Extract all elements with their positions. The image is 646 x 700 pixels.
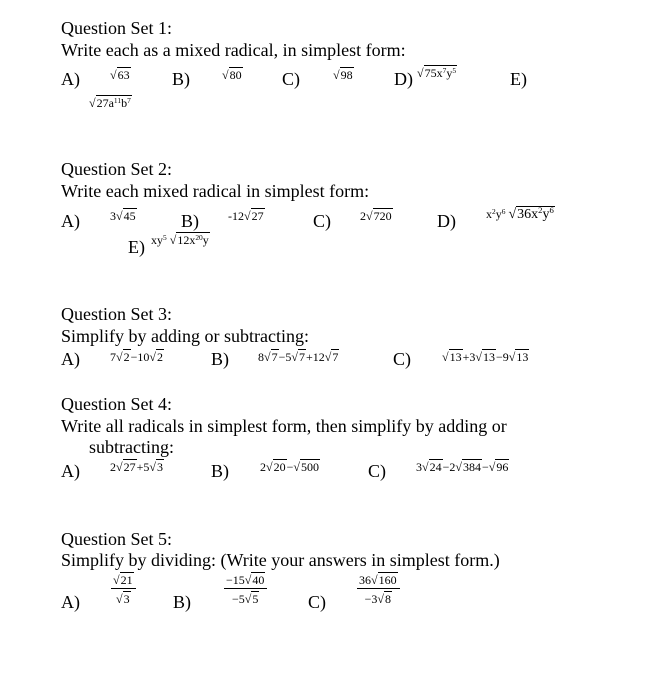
set1-e-expression (89, 95, 132, 110)
radical (149, 349, 164, 364)
radical (293, 459, 320, 474)
radical (113, 572, 134, 587)
set4-heading: Question Set 4: (61, 394, 172, 414)
radicand: 96 (496, 460, 509, 474)
radical-sign: √ (89, 96, 96, 110)
radicand: 98 (340, 68, 353, 82)
radical-sign: √ (291, 350, 298, 364)
radicand: 2 (156, 350, 163, 364)
radical-sign: √ (244, 573, 252, 587)
set3-b-label: B) (211, 349, 229, 369)
set1-d-expression (417, 65, 457, 80)
radical (291, 349, 306, 364)
set3-a-label: A) (61, 349, 80, 369)
set5-a-label: A) (61, 592, 80, 612)
radical-sign: √ (116, 209, 123, 223)
radical (245, 591, 260, 606)
set3-b-expression: 8√7−5√7+12√7 (258, 350, 339, 364)
radicand: 40 (252, 573, 265, 587)
radical-sign: √ (116, 591, 123, 606)
radical-sign: √ (244, 591, 252, 606)
radicand: 13 (482, 350, 495, 364)
radical-sign: √ (422, 460, 429, 474)
radicand: 80 (229, 68, 242, 82)
radicand: 20 (273, 460, 286, 474)
radical-sign: √ (366, 209, 373, 223)
radicand: 8 (384, 591, 391, 606)
set2-c-label: C) (313, 211, 331, 231)
radical (489, 459, 510, 474)
radical (475, 349, 496, 364)
radical-sign: √ (116, 460, 123, 474)
set1-a-label: A) (61, 69, 80, 89)
set4-c-expression: 3√24−2√384−√96 (416, 460, 509, 474)
set3-c-expression: √13+3√13−9√13 (442, 350, 529, 364)
radicand: 27 (251, 209, 264, 223)
radical-sign: √ (222, 68, 229, 82)
set4-instruction-line2: subtracting: (89, 437, 174, 457)
radical (244, 208, 265, 223)
radicand: 384 (462, 460, 481, 474)
fraction-numerator: −15√40 (224, 572, 267, 589)
set4-c-label: C) (368, 461, 386, 481)
radical (417, 65, 457, 80)
radicand: 7 (332, 350, 339, 364)
radical-sign: √ (371, 573, 378, 587)
radical (371, 572, 398, 587)
radical (116, 459, 137, 474)
radical-sign: √ (113, 573, 120, 587)
radicand: 7 (298, 350, 305, 364)
radicand: 5 (252, 591, 259, 606)
set5-b-label: B) (173, 592, 191, 612)
set5-b-fraction (224, 572, 267, 605)
set1-a-expression (110, 67, 131, 82)
radical (170, 232, 210, 247)
radicand: 45 (123, 209, 136, 223)
radicand: $75x^7y^5$ (424, 65, 457, 80)
radicand: $12x^{20}y$ (177, 232, 209, 247)
set2-a-expression: 3√45 (110, 209, 136, 223)
set2-d-label: D) (437, 211, 456, 231)
set3-a-expression: 7√2−10√2 (110, 350, 163, 364)
radicand: 3 (123, 591, 130, 606)
radical-sign: √ (508, 207, 517, 222)
radical (266, 459, 287, 474)
set5-heading: Question Set 5: (61, 529, 172, 549)
set3-heading: Question Set 3: (61, 304, 172, 324)
radical (455, 459, 482, 474)
fraction-denominator (116, 589, 131, 606)
radical-sign: √ (417, 66, 424, 80)
radicand: 21 (120, 573, 133, 587)
radical (89, 95, 132, 110)
radical (509, 349, 530, 364)
radical-sign: √ (116, 350, 123, 364)
radical-sign: √ (488, 460, 496, 474)
set2-b-expression: -12√27 (228, 209, 264, 223)
set5-a-fraction (111, 572, 136, 605)
set1-instruction: Write each as a mixed radical, in simplest form: (61, 40, 406, 60)
radical-sign: √ (266, 460, 273, 474)
set1-b-label: B) (172, 69, 190, 89)
radical (366, 208, 393, 223)
set2-e-expression: $xy^5$ $√12x^{20}y$ (151, 232, 209, 247)
radical-sign: √ (149, 350, 156, 364)
radicand: 3 (156, 460, 163, 474)
set1-d-label: D) (394, 69, 413, 89)
radical-sign: √ (442, 350, 449, 364)
set2-b-label: B) (181, 211, 199, 231)
set3-instruction: Simplify by adding or subtracting: (61, 326, 309, 346)
radicand: 13 (516, 350, 529, 364)
radical (508, 206, 554, 223)
radical (333, 67, 354, 82)
radical-sign: √ (149, 460, 156, 474)
radical (442, 349, 463, 364)
set4-instruction-line1: Write all radicals in simplest form, then simplify by adding or (61, 416, 507, 436)
fraction-denominator: −5√5 (232, 591, 259, 606)
radical-sign: √ (293, 460, 300, 474)
set2-d-expression: $x^2y^6$ $√36x^2y^6$ (486, 205, 554, 222)
radical (377, 591, 392, 606)
set1-c-expression (333, 67, 354, 82)
set4-a-expression: 2√27+5√3 (110, 460, 163, 474)
set4-b-label: B) (211, 461, 229, 481)
radical-sign: √ (508, 350, 516, 364)
set4-b-expression: 2√20−√500 (260, 460, 319, 474)
radical-sign: √ (455, 460, 462, 474)
radical (422, 459, 443, 474)
radicand: $27a^{11}b^7$ (96, 95, 131, 110)
radicand: 13 (449, 350, 462, 364)
radical (116, 349, 131, 364)
radical (116, 208, 137, 223)
radicand: 160 (378, 573, 397, 587)
radical (110, 67, 131, 82)
fraction-denominator: −3√8 (364, 591, 391, 606)
set2-instruction: Write each mixed radical in simplest form: (61, 181, 370, 201)
radical-sign: √ (169, 233, 177, 247)
set4-a-label: A) (61, 461, 80, 481)
radical-sign: √ (244, 209, 251, 223)
radical (116, 591, 131, 606)
set1-b-expression (222, 67, 243, 82)
radicand: 720 (373, 209, 392, 223)
radical-sign: √ (475, 350, 482, 364)
set2-e-label: E) (128, 237, 145, 257)
radicand: 2 (123, 350, 130, 364)
radicand: 7 (271, 350, 278, 364)
radicand: 500 (300, 460, 319, 474)
radicand: $36x^2y^6$ (517, 205, 554, 222)
set3-c-label: C) (393, 349, 411, 369)
radical-sign: √ (324, 350, 332, 364)
radical-sign: √ (377, 591, 384, 606)
radicand: 27 (123, 460, 136, 474)
radicand: 63 (117, 68, 130, 82)
set2-c-expression: 2√720 (360, 209, 392, 223)
radical (325, 349, 340, 364)
set1-e-label: E) (510, 69, 527, 89)
radical-sign: √ (264, 350, 271, 364)
fraction-numerator: 36√160 (357, 572, 400, 589)
set5-instruction: Simplify by dividing: (Write your answers in simplest form.) (61, 550, 500, 570)
radical-sign: √ (110, 68, 117, 82)
set5-c-fraction (357, 572, 400, 605)
radical (222, 67, 243, 82)
set1-heading: Question Set 1: (61, 18, 172, 38)
fraction-numerator (111, 572, 136, 589)
set2-a-label: A) (61, 211, 80, 231)
radicand: 24 (429, 460, 442, 474)
radical (149, 459, 164, 474)
set2-heading: Question Set 2: (61, 159, 172, 179)
set5-c-label: C) (308, 592, 326, 612)
radical-sign: √ (333, 68, 340, 82)
set1-c-label: C) (282, 69, 300, 89)
radical (264, 349, 279, 364)
radical (245, 572, 266, 587)
